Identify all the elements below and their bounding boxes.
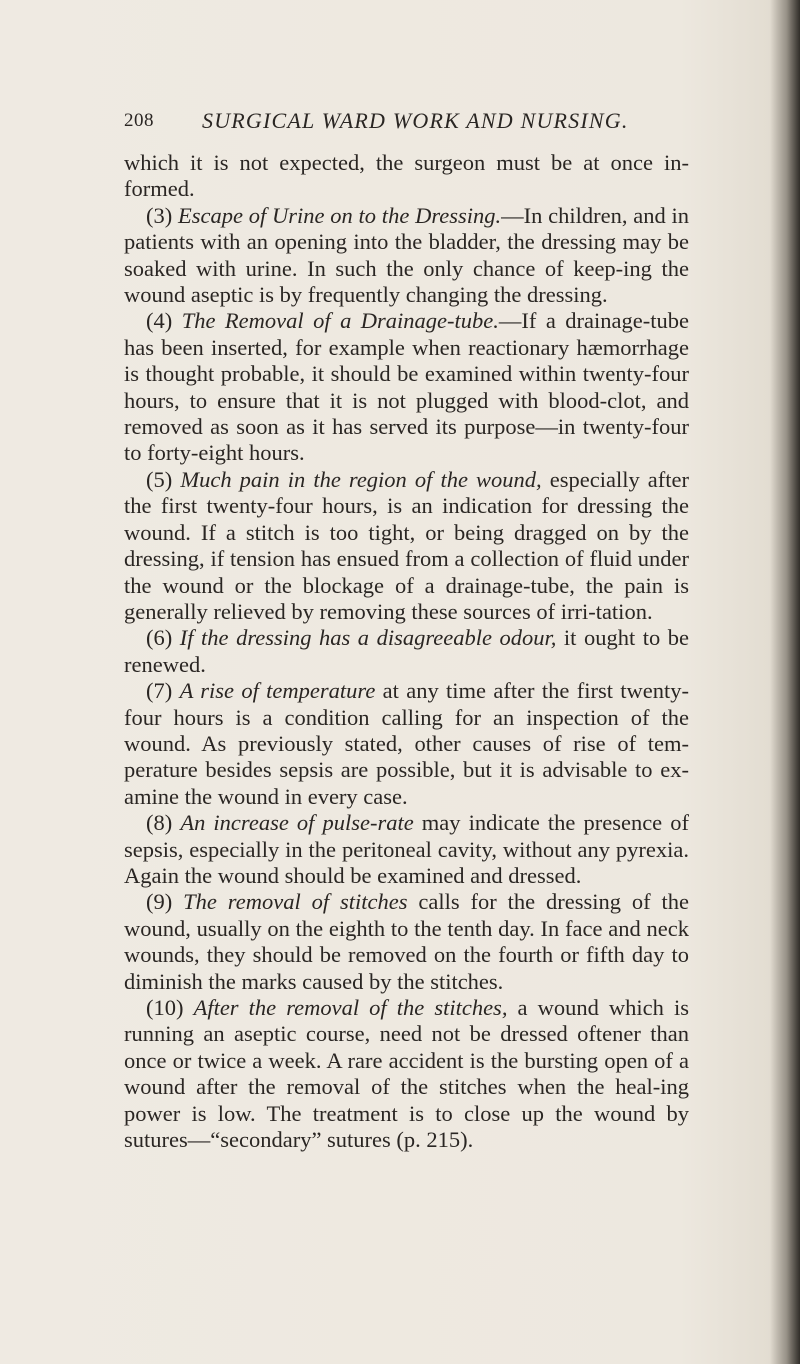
item-number: (10) [146, 995, 184, 1020]
item-text: a wound which is running an aseptic course, need not be dressed oftener than once or twice a week. A rare accident is the bursting open of a wound after the removal of the stitches when the heal-ing power is low. The treatment is to close up the wound by sutures—“secondary” sutures (p. 215). [124, 995, 689, 1153]
paragraph-6 [124, 625, 689, 678]
item-heading: The removal of stitches [183, 889, 408, 915]
paragraph-9 [124, 889, 689, 995]
item-number: (5) [146, 466, 173, 492]
item-text: it ought to be renewed. [124, 625, 689, 677]
item-text: —If a drainage-tube has been inserted, for example when reactionary hæmorrhage is thought probable, it should be examined within twenty-four hours, to ensure that it is not plugged with blood-clot, and removed as soon as it has served its purpose—in twenty-four to forty-eight hours. [124, 308, 689, 466]
item-text: at any time after the first twenty-four hours is a condition calling for an inspection of the wound. As previously stated, other causes of rise of tem-perature besides sepsis are possible, but it is advisable to ex-amine the wound in every case. [124, 678, 690, 809]
item-number: (4) [146, 308, 173, 334]
running-title: SURGICAL WARD WORK AND NURSING. [202, 108, 629, 133]
item-number: (9) [146, 889, 173, 915]
item-number: (7) [146, 678, 173, 704]
continuation-paragraph: which it is not expected, the surgeon must be at once in-formed. [124, 150, 689, 202]
item-heading: An increase of pulse-rate [180, 810, 414, 836]
item-heading: After the removal of the stitches, [193, 995, 508, 1020]
item-text: —In children, and in patients with an opening into the bladder, the dressing may be soaked with urine. In such the only chance of keep-ing the wound aseptic is by frequently changing the dressing. [124, 202, 689, 308]
paragraph-8 [124, 810, 689, 889]
item-text: especially after the first twenty-four hours, is an indication for dressing the wound. If a stitch is too tight, or being dragged on by the dressing, if tension has ensued from a collection of fluid under the wound or the blockage of a drainage-tube, the pain is generally relieved by removing these sources of irri-tation. [124, 466, 690, 624]
running-head [124, 108, 684, 138]
item-heading: The Removal of a Drainage-tube. [181, 308, 499, 334]
paragraph-10 [124, 995, 689, 1153]
item-heading: Much pain in the region of the wound, [180, 466, 542, 492]
book-spine-shadow [770, 0, 800, 1364]
paragraph-4 [124, 308, 689, 466]
item-heading: If the dressing has a disagreeable odour, [179, 625, 557, 651]
item-number: (3) [146, 202, 173, 228]
paragraph-5 [124, 467, 689, 625]
item-text: may indicate the presence of sepsis, especially in the peritoneal cavity, without any pyrexia. Again the wound should be examined and dressed. [124, 810, 689, 888]
item-heading: Escape of Urine on to the Dressing. [178, 202, 502, 228]
body-text [124, 150, 689, 1153]
item-text: calls for the dressing of the wound, usually on the eighth to the tenth day. In face and neck wounds, they should be removed on the fourth or fifth day to diminish the marks caused by the stitches. [124, 889, 689, 994]
item-number: (8) [146, 810, 173, 836]
paragraph-7 [124, 678, 689, 810]
item-number: (6) [146, 625, 173, 651]
item-heading: A rise of temperature [179, 678, 376, 704]
paragraph-3 [124, 203, 689, 309]
page-number: 208 [124, 110, 154, 131]
